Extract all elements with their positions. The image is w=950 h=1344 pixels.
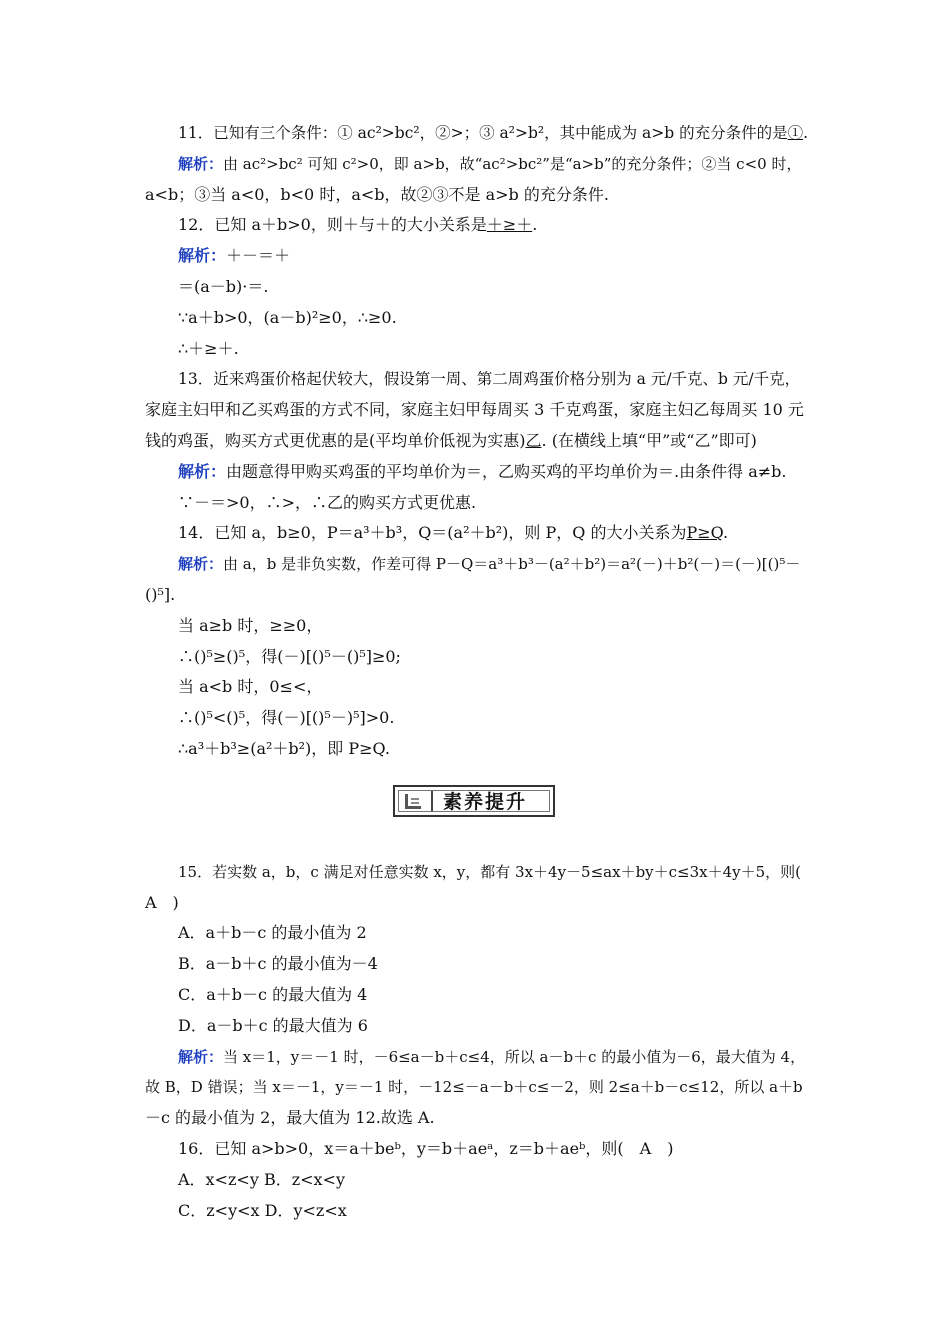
section-title: 素养提升	[443, 791, 528, 814]
q12-answer: ＋≥＋	[486, 215, 533, 235]
q14-solution-text-1: 由 a，b 是非负实数，作差可得 P－Q＝a³＋b³－(a²＋b²)＝a²(－)＋b²(－)＝(－)[()⁵－	[223, 555, 801, 574]
q14-solution-line-5: 当 a<b 时，0≤<，	[178, 677, 323, 697]
q15-stem-line-2: A )	[145, 892, 179, 912]
q15-stem-line-1: 15．若实数 a，b，c 满足对任意实数 x，y，都有 3x＋4y－5≤ax＋by＋c≤3x＋4y＋5，则(	[178, 862, 802, 881]
q14-stem-text: 14．已知 a，b≥0，P＝a³＋b³，Q＝(a²＋b²)，则 P，Q 的大小关系为	[178, 523, 687, 543]
q13-stem-line-3	[145, 426, 815, 457]
q14-solution-line-1	[145, 549, 815, 580]
q16-options-ab: A．x<z<y B．z<x<y	[178, 1169, 346, 1189]
q13-stem-line-2: 家庭主妇甲和乙买鸡蛋的方式不同，家庭主妇甲每周买 3 千克鸡蛋，家庭主妇乙每周买 10 元	[145, 400, 804, 420]
q13-solution-label: 解析：	[178, 461, 227, 481]
q12-solution-label: 解析：	[178, 246, 227, 266]
q15-solution-line-2: 故 B，D 错误；当 x＝－1，y＝－1 时，－12≤－a－b＋c≤－2，则 2≤a＋b－c≤12，所以 a＋b	[145, 1078, 803, 1097]
q14-solution-line-2: ()⁵].	[145, 584, 176, 604]
q15-solution-text-1: 当 x＝1，y＝－1 时，－6≤a－b＋c≤4，所以 a－b＋c 的最小值为－6，最大值为 4，	[223, 1047, 806, 1066]
q15-option-c: C．a＋b－c 的最大值为 4	[178, 984, 368, 1004]
document-page	[145, 118, 815, 1226]
q14-solution-label: 解析：	[178, 555, 224, 574]
q11-stem-end: .	[803, 124, 809, 142]
q12-solution-line-4: ∴＋≥＋.	[178, 338, 239, 358]
q11-solution-line-1	[145, 149, 815, 180]
q13-solution-line-1	[145, 457, 815, 488]
q12-stem-end: .	[532, 215, 538, 235]
q15-solution-label: 解析：	[178, 1047, 224, 1066]
q14-solution-line-4: ∴()⁵≥()⁵，得(－)[()⁵－()⁵]≥0;	[178, 646, 401, 666]
q15-solution-line-1	[145, 1042, 815, 1073]
q11-stem	[145, 118, 815, 149]
q14-stem-end: .	[722, 523, 729, 543]
q12-solution-line-3: ∵a＋b>0，(a－b)²≥0，∴≥0.	[178, 307, 397, 327]
q16-stem: 16．已知 a>b>0，x＝a＋beᵇ，y＝b＋aeᵃ，z＝b＋aeᵇ，则( A )	[178, 1138, 674, 1158]
q12-stem	[145, 210, 815, 241]
q15-option-d: D．a－b＋c 的最大值为 6	[178, 1015, 368, 1035]
q13-stem-end: . (在横线上填“甲”或“乙”即可)	[541, 430, 757, 450]
q14-solution-line-7: ∴a³＋b³≥(a²＋b²)，即 P≥Q.	[178, 738, 390, 758]
q12-solution-text-1: ＋－＝＋	[226, 246, 291, 266]
q14-answer: P≥Q	[686, 523, 723, 543]
q11-solution-label: 解析：	[178, 154, 224, 173]
q11-stem-text: 11．已知有三个条件：① ac²>bc²，②>；③ a²>b²，其中能成为 a>b 的充分条件的是	[178, 124, 788, 142]
q11-solution-text-1: 由 ac²>bc² 可知 c²>0，即 a>b，故“ac²>bc²”是“a>b”的充分条件；②当 c<0 时，	[223, 154, 802, 173]
q14-stem	[145, 518, 815, 549]
q12-stem-text: 12．已知 a＋b>0，则＋与＋的大小关系是	[178, 215, 487, 235]
q13-solution-line-2: ∵－＝>0，∴>，∴乙的购买方式更优惠.	[178, 492, 477, 512]
q12-solution-line-1	[145, 241, 815, 272]
q14-solution-line-6: ∴()⁵<()⁵，得(－)[()⁵－)⁵]>0.	[178, 708, 395, 728]
q14-solution-line-3: 当 a≥b 时，≥≥0，	[178, 615, 323, 635]
q15-solution-line-3: －c 的最小值为 2，最大值为 12.故选 A.	[145, 1108, 435, 1128]
q11-solution-line-2: a<b；③当 a<0，b<0 时，a<b，故②③不是 a>b 的充分条件.	[145, 184, 609, 204]
q13-stem-line-1: 13．近来鸡蛋价格起伏较大，假设第一周、第二周鸡蛋价格分别为 a 元/千克、b 元/千克，	[178, 370, 801, 389]
q13-solution-text-1: 由题意得甲购买鸡蛋的平均单价为＝，乙购买鸡的平均单价为＝.由条件得 a≠b.	[226, 461, 787, 481]
q16-options-cd: C．z<y<x D．y<z<x	[178, 1200, 347, 1220]
section-divider	[431, 791, 433, 811]
chart-icon	[403, 791, 425, 811]
q12-solution-line-2: ＝(a－b)·＝.	[178, 276, 269, 296]
q11-answer: ①	[787, 124, 804, 142]
section-title-box	[393, 785, 555, 817]
q15-option-a: A．a＋b－c 的最小值为 2	[178, 923, 367, 943]
q15-option-b: B．a－b＋c 的最小值为－4	[178, 954, 378, 974]
section-header	[145, 765, 815, 857]
q13-answer: 乙	[525, 430, 542, 450]
q13-stem-text-3: 钱的鸡蛋，购买方式更优惠的是(平均单价低视为实惠)	[145, 430, 526, 450]
